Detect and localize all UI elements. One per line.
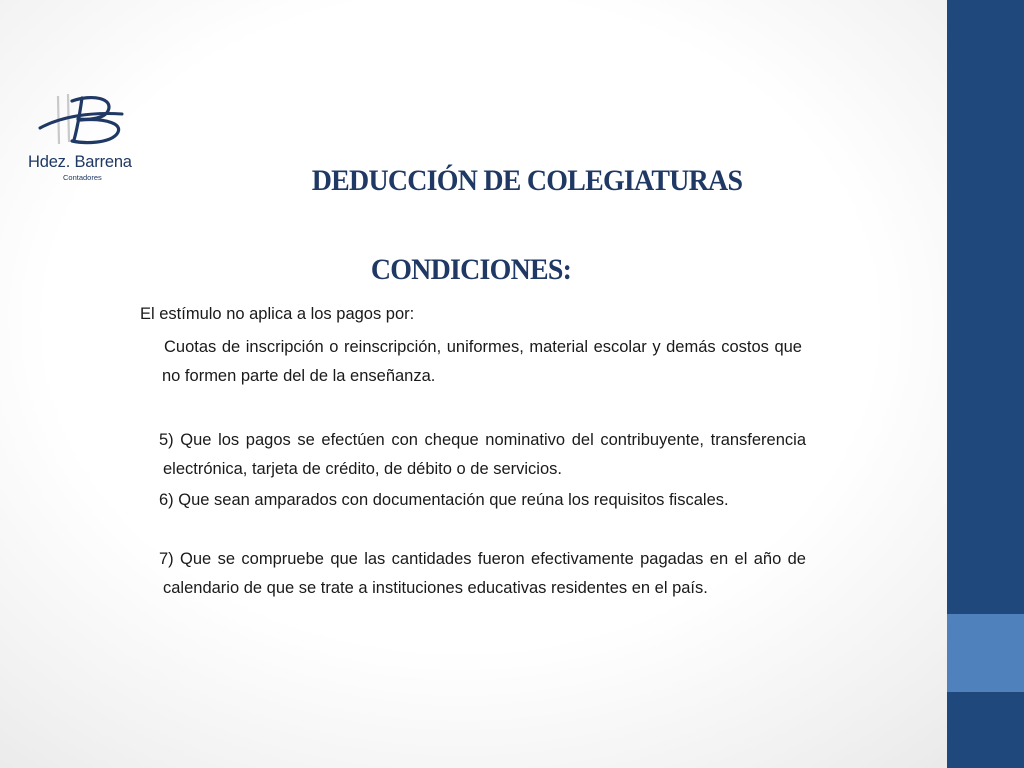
condition-item-6: 6) Que sean amparados con documentación que reúna los requisitos fiscales. bbox=[159, 491, 729, 509]
condition-item-7: 7) Que se compruebe que las cantidades fueron efectivamente pagadas en el año de calendario de que se trate a instituciones educativas residentes en el país. bbox=[159, 550, 806, 597]
logo-company-subtitle: Contadores bbox=[63, 173, 102, 182]
slide-title: DEDUCCIÓN DE COLEGIATURAS bbox=[311, 164, 743, 197]
slide-subtitle: CONDICIONES: bbox=[370, 253, 572, 286]
logo-hb-mark bbox=[22, 92, 146, 156]
exclusion-paragraph: Cuotas de inscripción o reinscripción, uniformes, material escolar y demás costos que no formen parte del de la enseñanza. bbox=[162, 338, 802, 385]
intro-text: El estímulo no aplica a los pagos por: bbox=[140, 305, 415, 323]
logo-company-name: Hdez. Barrena bbox=[28, 153, 132, 171]
condition-item-5: 5) Que los pagos se efectúen con cheque nominativo del contribuyente, transferencia electrónica, tarjeta de crédito, de débito o de servicios. bbox=[159, 431, 806, 478]
sidebar-accent-block bbox=[947, 614, 1024, 692]
